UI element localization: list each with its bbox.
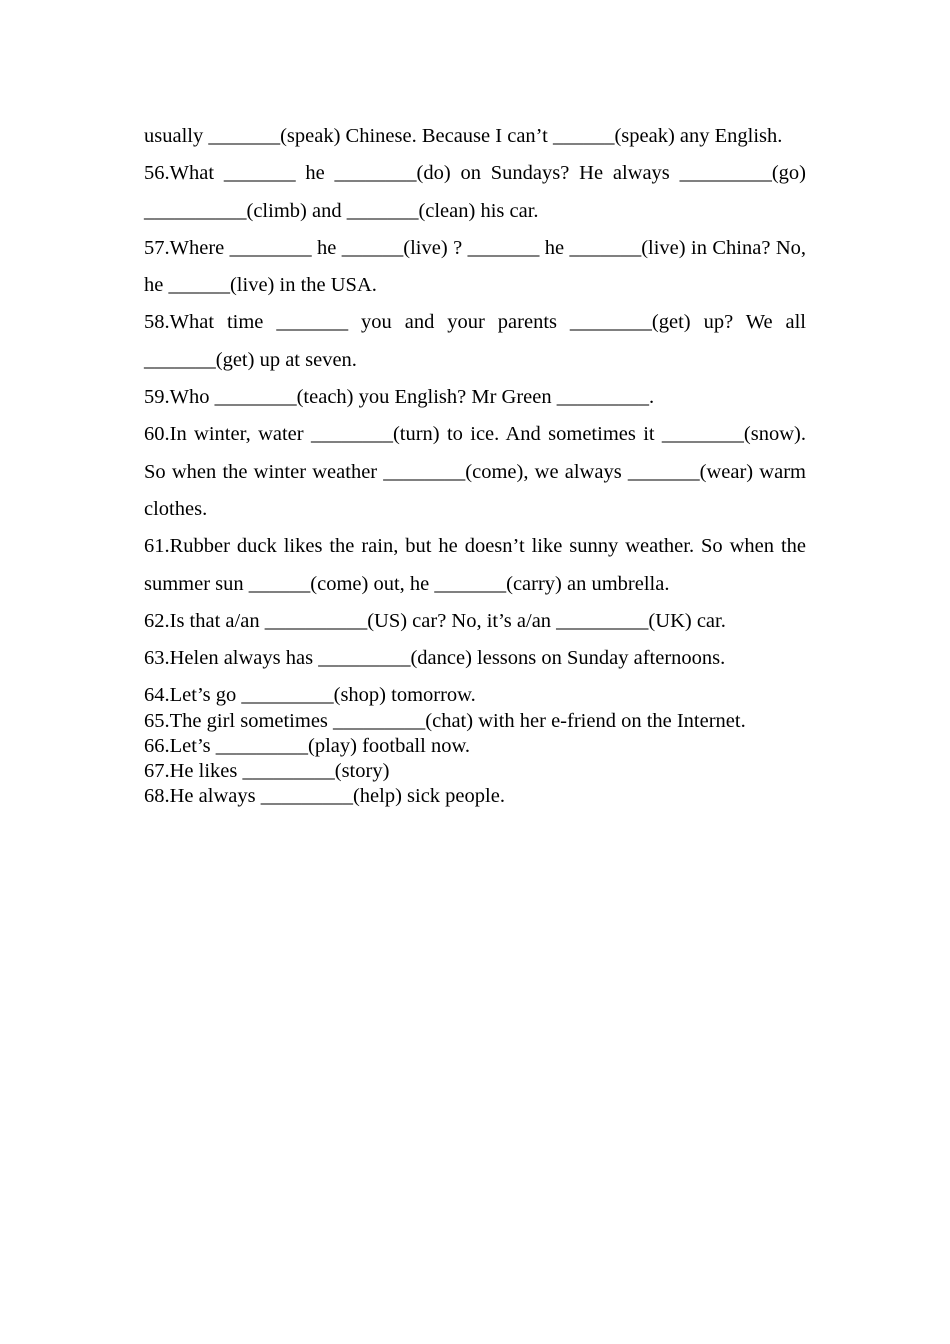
exercise-item-67: 67.He likes _________(story)	[144, 759, 390, 782]
exercise-item-59: 59.Who ________(teach) you English? Mr Green _________.	[144, 386, 655, 409]
exercise-item-63: 63.Helen always has _________(dance) lessons on Sunday afternoons.	[144, 647, 726, 670]
exercise-item-62: 62.Is that a/an __________(US) car? No, it’s a/an _________(UK) car.	[144, 609, 726, 632]
exercise-item-56: 56.What _______ he ________(do) on Sundays? He always _________(go) __________(climb) and _______(clean) his car.	[144, 162, 806, 222]
exercise-item-64: 64.Let’s go _________(shop) tomorrow.	[144, 684, 476, 707]
exercise-item-65: 65.The girl sometimes _________(chat) with her e-friend on the Internet.	[144, 709, 746, 732]
exercise-item-60: 60.In winter, water ________(turn) to ice. And sometimes it ________(snow). So when the winter weather ________(come), we always _______(wear) warm clothes.	[144, 423, 806, 520]
exercise-item-61: 61.Rubber duck likes the rain, but he doesn’t like sunny weather. So when the summer sun ______(come) out, he _______(carry) an umbrella.	[144, 535, 806, 595]
exercise-item-57: 57.Where ________ he ______(live) ? _______ he _______(live) in China? No, he ______(live) in the USA.	[144, 236, 806, 297]
exercise-item-66: 66.Let’s _________(play) football now.	[144, 734, 471, 757]
exercise-content	[144, 118, 806, 809]
exercise-item-55-continued: usually _______(speak) Chinese. Because I can’t ______(speak) any English.	[144, 125, 783, 147]
exercise-item-68: 68.He always _________(help) sick people.	[144, 784, 505, 807]
exercise-item-58: 58.What time _______ you and your parents ________(get) up? We all _______(get) up at seven.	[144, 311, 806, 371]
